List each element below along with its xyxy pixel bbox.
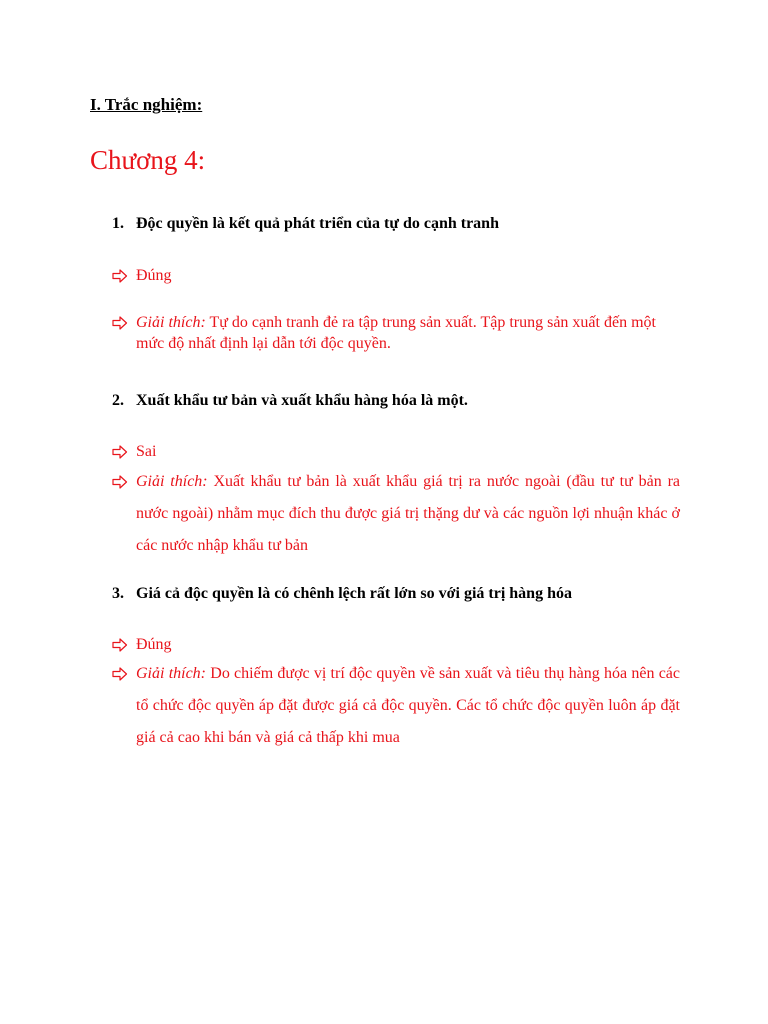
chapter-title: Chương 4:: [90, 145, 206, 175]
arrow-right-icon: [112, 268, 128, 284]
answer-verdict-3: [112, 634, 680, 655]
verdict-text: Đúng: [136, 636, 172, 653]
arrow-right-icon: [112, 444, 128, 460]
explanation-text: Tự do cạnh tranh đẻ ra tập trung sản xuất. Tập trung sản xuất đến một mức độ nhất định lại dẫn tới độc quyền.: [136, 314, 656, 352]
explanation-label: Giải thích:: [136, 473, 208, 490]
explanation-label: Giải thích:: [136, 665, 207, 682]
question-number: 2.: [112, 392, 124, 409]
question-1: [112, 215, 499, 233]
question-text: Xuất khẩu tư bản và xuất khẩu hàng hóa là một.: [136, 392, 468, 409]
answer-verdict-1: [112, 265, 680, 286]
answer-explanation-1: [112, 312, 680, 354]
verdict-text: Sai: [136, 443, 157, 460]
arrow-right-icon: [112, 666, 128, 682]
question-text: Giá cả độc quyền là có chênh lệch rất lớn so với giá trị hàng hóa: [136, 585, 572, 602]
answer-verdict-2: [112, 441, 680, 462]
explanation-label: Giải thích:: [136, 314, 206, 331]
question-number: 3.: [112, 585, 124, 602]
question-2: [112, 392, 468, 410]
answer-explanation-2: [112, 466, 680, 562]
question-3: [112, 585, 572, 603]
answer-explanation-3: [112, 658, 680, 754]
arrow-right-icon: [112, 474, 128, 490]
explanation-text: Do chiếm được vị trí độc quyền về sản xuất và tiêu thụ hàng hóa nên các tổ chức độc quyền áp đặt được giá cả độc quyền. Các tổ chức độc quyền luôn áp đặt giá cả cao khi bán và giá cả thấp khi mua: [136, 665, 681, 746]
arrow-right-icon: [112, 637, 128, 653]
question-text: Độc quyền là kết quả phát triển của tự do cạnh tranh: [136, 215, 499, 232]
question-number: 1.: [112, 215, 124, 232]
explanation-text: Xuất khẩu tư bản là xuất khẩu giá trị ra nước ngoài (đầu tư tư bản ra nước ngoài) nhằm mục đích thu được giá trị thặng dư và các nguồn lợi nhuận khác ở các nước nhập khẩu tư bản: [136, 473, 680, 554]
verdict-text: Đúng: [136, 267, 172, 284]
section-heading: I. Trắc nghiệm:: [90, 95, 203, 114]
arrow-right-icon: [112, 315, 128, 331]
